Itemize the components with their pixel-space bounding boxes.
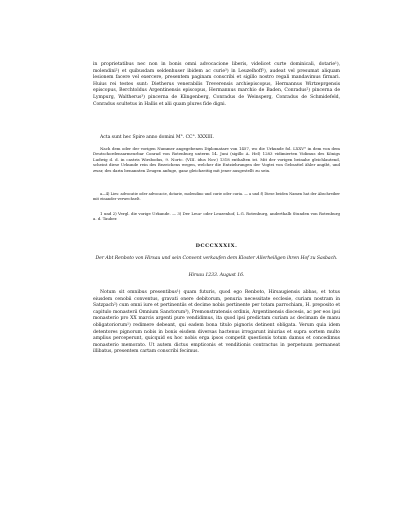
charter-summary-block [93,256,340,263]
charter-number-block [93,243,340,250]
footnotes-block [93,211,340,222]
charter-number: DCCCXXXIX. [195,243,238,249]
acta-line-block [93,135,340,142]
charter-date: Hirsau 1233. August 16. [188,273,245,278]
acta-line: Acta sunt hec Spire anno domini M°. CC°. XXXIII. [100,135,214,140]
variant-note: a—4) Lies: advocatie oder advocacie, dotarie, molendino und curie oder curia. — a und f) Diese beiden Namen hat der Abschreiber mit einander verwechselt. [93,192,340,201]
charter-date-block [93,273,340,280]
upper-paragraph: in proprietatibus nec non in bonis omni advocacione liberis, videlicet curte dominicali, dotarie¹), molendini²) et quibusdam seldenhuser ibidem ac curie³) in Leuzelhoff¹), audeat vel presumat aliquam lesionem facere vel exercere, presentem paginam conscribi et sigillo nostro regali mandavimus firmari. Huius rei testes sunt: Dietherus venerabilis Treverensis archiepiscopus, Hermannus Wirtzeprgensis episcopus, Berchtoldus Argentinensis episcopus, Hermannus marchio de Baden, Conradus²) pincerna de Lympurg, Waltherus³) pincerna de Klingenberg, Conradus de Weinsperg, Conradus de Schmidefeld, Conradus scultetus in Hallis et alii quam plures fide digni. [93,62,340,107]
upper-charter-text [93,62,340,108]
editorial-note-block [93,146,340,173]
variant-note-block [93,192,340,202]
charter-body: Notum sit omnibus presentibus¹) quam futuris, quod ego Renboto, Hirsaugiensis abbas, et totus eiusdem cenobii conventus, gravati onere debitorum, penuria necessitate ecclesie, curiam nostram in Satzpach²) cum omni iure et pertinentiis et decime nobis pertinente per totam parrochiam, H. preposito et capitulo monasterii Omnium Sanctorum³), Premonstratensis ordinis, Argentinensis diocesis, ac per eos ipsi monasterio pro XX marcis argenti pure vendidimus, ita quod ipsi predictam curiam ac decimam de manu obligatoriorum¹) redimere debeant, qui eadem bona titulo pignoris detinent obligata. Verum quia idem detentores pignorum nobis in bonis eisdem diversas hactenus irrogarunt iniurias et supra sortem multo amplius perceperunt, quicquid ex hoc nobis erga ipsos competit questionis totum damus et concedimus monasterio memorato. Ut autem dictus empticonis et venditionis contractus in perpetuum permaneat illibatus, presentem cartam conscribi fecimus. [93,290,340,355]
editorial-note: Nach dem oder der vorigen Nummer angegebenen Diplomatare von 1457, wo die Urkunde fol. LXXV° in dem von dem Deutschordensarmeurbar Conrad von Rotenburg unterm 14. Juni (sigillo A. Hel) 1283 vidimierten Vidimus des Königs Ludwig d. d. in castris Wirsbodus, 9. Nortc. (VIII. idus Nov.) 1318 enthalten ist. Mit der vorigen beinahe gleichlautend, scheint diese Urkunde rein des Bezeichens wegen, welcher die Entziehrungen der Vogtei von Gebsattel ähler angibt, und zwar, des darin benannten Zeugen anfuge, ganz gleichzeitig mit jener ausgestellt zu sein. [93,146,340,173]
footnotes: 1 und 2) Vergl. die vorige Urkunde. — 3) Der Leuz- oder Leuzenhof, L.G. Rotenburg, anderthalb Stunden von Rotenburg a. d. Tauber. [93,211,340,222]
charter-summary: Der Abt Renboto von Hirsau und sein Convent verkaufen dem Kloster Allerheiligen ihren Hof zu Sasbach. [95,256,338,261]
charter-body-block [93,290,340,356]
